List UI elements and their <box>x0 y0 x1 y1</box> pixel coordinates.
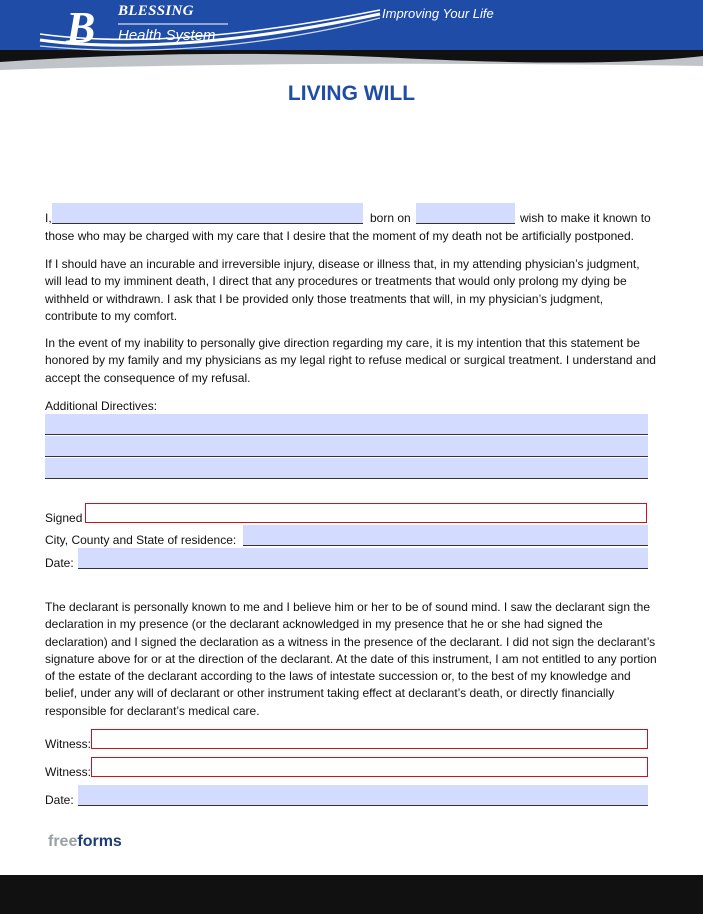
residence-field[interactable] <box>243 525 648 546</box>
witness-statement: The declarant is personally known to me and I believe him or her to be of sound mind. I saw the declarant sign the declaration in my presence (or the declarant acknowledged in my presence that he or she had signed the declaration) and I signed the declaration as a witness in the presence of the declarant. I did not sign the declarant’s signature above for or at the direction of the declarant. At the date of this instrument, I am not entitled to any portion of the estate of the declarant according to the laws of intestate succession or, to the best of my knowledge and belief, under any will of declarant or other instrument taking effect at declarant’s death, or directly financially responsible for declarant’s medical care. <box>45 600 657 718</box>
directive-line-2[interactable] <box>45 436 648 457</box>
tagline: Improving Your Life <box>382 6 494 21</box>
directive-line-3[interactable] <box>45 458 648 479</box>
witness-2-label: Witness: <box>45 765 92 779</box>
freeforms-logo <box>48 833 122 851</box>
date-label: Date: <box>45 556 74 570</box>
paragraph-inability: In the event of my inability to personally give direction regarding my care, it is my intention that this statement be honored by my family and my physicians as my legal right to refuse medical or surgical treatment. I understand and accept the consequence of my refusal. <box>45 336 656 385</box>
intro-line2: those who may be charged with my care that I desire that the moment of my death not be artificially postponed. <box>45 229 634 243</box>
witness-2-signature-field[interactable] <box>91 757 648 777</box>
intro-suffix: wish to make it known to <box>520 211 651 225</box>
document-title: LIVING WILL <box>287 82 416 105</box>
residence-label: City, County and State of residence: <box>45 533 237 547</box>
witness-1-signature-field[interactable] <box>91 729 648 749</box>
header-banner <box>0 0 703 80</box>
freeforms-logo-part2: forms <box>77 833 122 850</box>
born-on-label: born on <box>370 211 411 225</box>
header-swoosh-graphic <box>0 0 703 80</box>
brand-name: BLESSING <box>118 3 194 19</box>
directive-line-1[interactable] <box>45 414 648 435</box>
declarant-signature-field[interactable] <box>85 503 647 523</box>
witness-date-field[interactable] <box>78 785 648 806</box>
signed-label: Signed <box>45 511 83 525</box>
declarant-name-field[interactable] <box>52 203 363 224</box>
intro-prefix: I, <box>45 211 52 225</box>
blessing-logo-letter: B <box>66 3 94 52</box>
paragraph-incurable-injury: If I should have an incurable and irreversible injury, disease or illness that, in my attending physician’s judgment, will lead to my imminent death, I direct that any procedures or treatments that would only prolong my dying be withheld or withdrawn. I ask that I be provided only those treatments that will, in my physician’s judgment, contribute to my comfort. <box>45 257 640 323</box>
birth-date-field[interactable] <box>416 203 515 224</box>
footer-band <box>0 875 703 914</box>
brand-subtitle: Health System <box>118 27 216 44</box>
declaration-date-field[interactable] <box>78 548 648 569</box>
freeforms-logo-part1: free <box>48 833 78 850</box>
witness-1-label: Witness: <box>45 737 92 751</box>
witness-date-label: Date: <box>45 793 74 807</box>
additional-directives-label: Additional Directives: <box>45 399 158 413</box>
